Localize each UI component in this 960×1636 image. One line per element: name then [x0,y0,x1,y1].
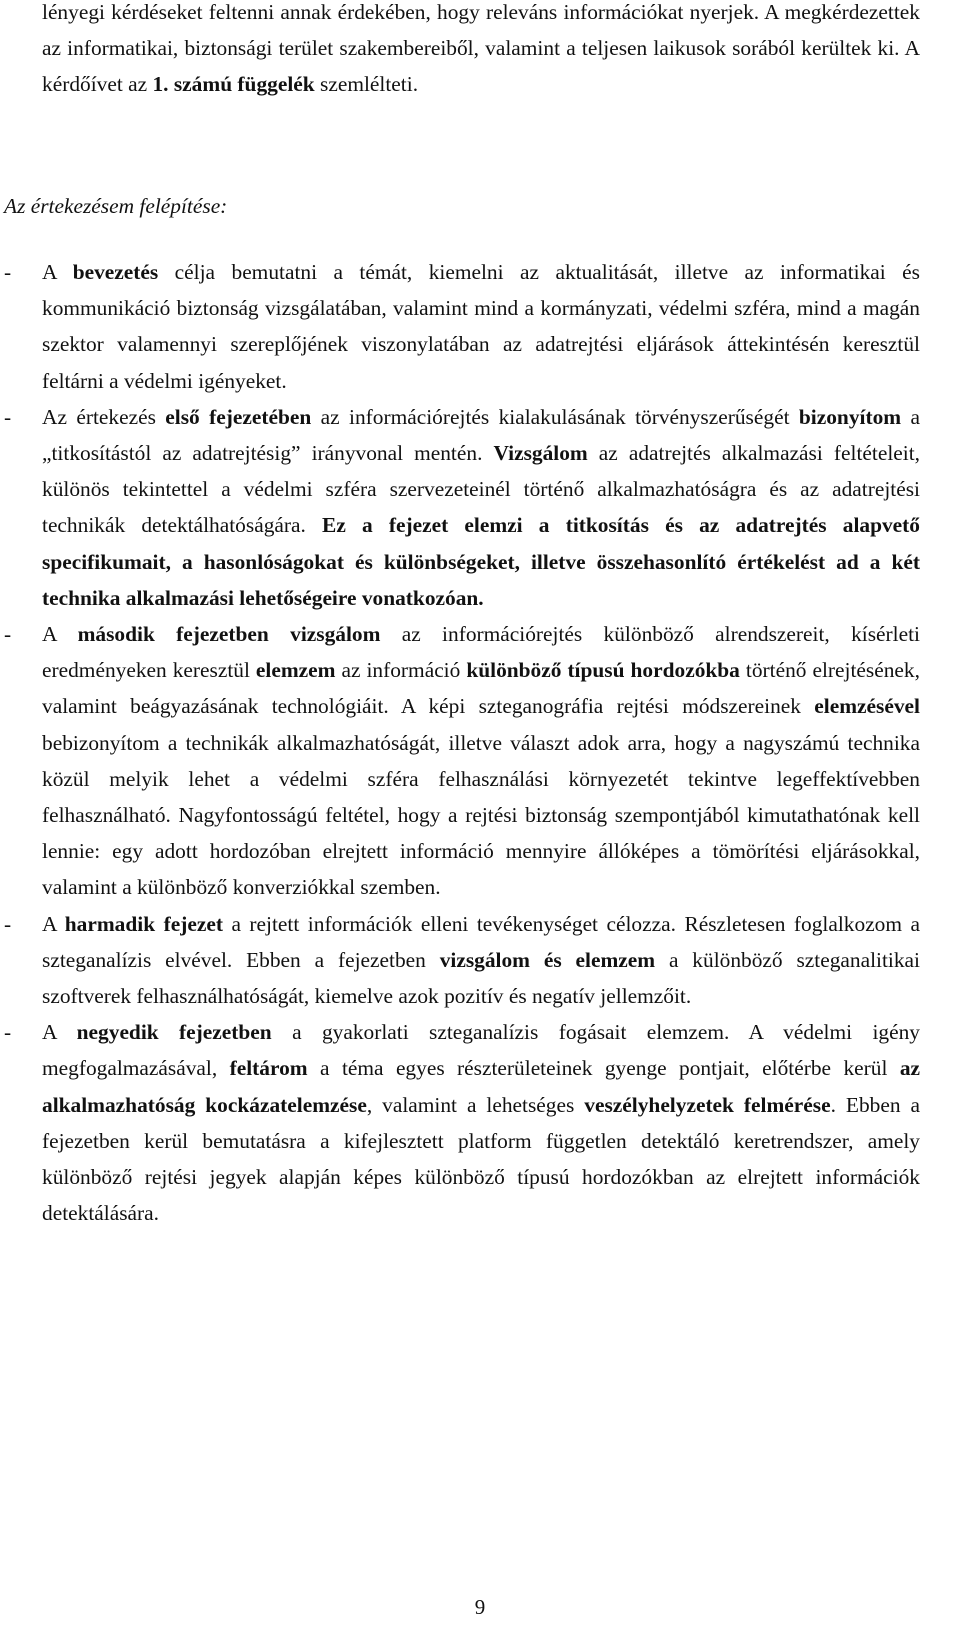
list-item [4,616,920,906]
text-run: , valamint a lehetséges [366,1092,585,1117]
bold-text-run: negyedik fejezetben [76,1020,272,1045]
text-run: a „titkosítástól az adatrejtésig” irányvonal mentén. [42,404,920,466]
bold-text-run: második fejezetben vizsgálom [77,622,381,647]
bold-text-run: Vizsgálom [493,441,588,466]
text-run: a különböző szteganalitikai szoftverek felhasználhatóságát, kiemelve azok pozitív és negatív jellemzőit. [42,947,920,1009]
list-item [4,399,920,616]
list-item [4,1014,921,1231]
text-run: az információ [335,658,467,683]
list-item-text [42,399,920,616]
bold-text-run: 1. számú függelék [152,72,315,97]
text-run: lényegi kérdéseket feltenni annak érdekében, hogy releváns információkat nyerjek. A megkérdezettek az informatikai, biztonsági terület szakembereiből, valamint a teljesen laikusok sorából kerültek ki. A kérdőívet az [42,0,920,97]
text-run: A [42,260,73,284]
text-run: a téma egyes részterületeinek gyenge pontjait, előtérbe kerül [307,1056,900,1081]
list-item-text [42,254,920,399]
text-run: az információrejtés kialakulásának törvényszerűségét [311,404,799,429]
list-dash: - [4,911,12,936]
text-run: célja bemutatni a témát, kiemelni az aktualitását, illetve az informatikai és kommunikáció biztonság vizsgálatában, valamint mind a kormányzati, védelmi szféra, mind a magán szektor valamennyi szereplőjének viszonylatában az adatrejtési eljárások áttekintésén keresztül feltárni a védelmi igényeket. [42,260,920,393]
text-run: A [42,622,78,647]
text-run: bebizonyítom a technikák alkalmazhatóságát, illetve választ adok arra, hogy a nagyszámú technika közül melyik lehet a védelmi szféra felhasználási környezetét tekintve legeffektívebben felhasználható. Nagyfontosságú feltétel, hogy a rejtési biztonság szempontjából kimutathatónak kell lennie: egy adott hordozóban elrejtett információ mennyire állóképes a tömörítési eljárásokkal, valamint a különböző konverziókkal szemben. [42,730,920,900]
page-number: 9 [474,1595,486,1619]
bold-text-run: bevezetés [72,260,159,284]
bold-text-run: első fejezetében [165,404,312,429]
list-dash: - [4,404,12,429]
text-run: Az értekezés [42,404,166,429]
bold-text-run: bizonyítom [798,404,902,429]
bold-text-run: feltárom [229,1056,308,1081]
list-item-text [42,906,920,1015]
list-item [4,254,920,399]
bold-text-run: Ez a fejezet elemzi a titkosítás és az adatrejtés alapvető specifikumait, a hasonlóságokat és különbségeket, illetve összehasonlító értékelést ad a két technika alkalmazási lehetőségeire vonatkozóan. [42,513,920,610]
bold-text-run: harmadik fejezet [64,911,223,936]
bold-text-run: vizsgálom és elemzem [439,947,656,972]
bold-text-run: elemzésével [814,694,920,719]
list-item-text [42,1014,920,1231]
list-item [4,906,921,1015]
text-run: az adatrejtés alkalmazási feltételeit, különös tekintettel a védelmi szféra szervezeteinél történő alkalmazhatóságra és az adatrejtési technikák detektálhatóságára. [42,441,920,538]
bold-text-run: különböző típusú hordozókba [466,658,740,683]
text-run: A [42,1020,77,1045]
text-run: szemlélteti. [314,72,419,97]
text-run: . Ebben a fejezetben kerül bemutatásra a kifejlesztett platform független detektáló keretrendszer, amely különböző rejtési jegyek alapján képes különböző típusú hordozókban az elrejtett információk detektálására. [42,1092,921,1226]
list-dash: - [4,622,12,647]
text-run: történő elrejtésének, valamint beágyazásának technológiáit. A képi szteganográfia rejtési módszereinek [42,658,920,719]
text-run: A [42,911,65,936]
bold-text-run: veszélyhelyzetek felmérése [584,1092,831,1117]
list-dash: - [4,260,12,284]
list-item-text [42,616,920,906]
text-run: a gyakorlati szteganalízis fogásait elemzem. A védelmi igény megfogalmazásával, [42,1020,920,1081]
section-heading: Az értekezésem felépítése: [4,194,228,218]
chapter-outline-list [4,254,921,1231]
text-run: a rejtett információk elleni tevékenységet célozza. Részletesen foglalkozom a szteganalízis elvével. Ebben a fejezetben [42,911,921,972]
text-run: az információrejtés különböző alrendszereit, kísérleti eredményeken keresztül [42,622,920,683]
list-dash: - [4,1020,12,1045]
bold-text-run: elemzem [255,658,336,683]
bold-text-run: az alkalmazhatóság kockázatelemzése [42,1056,921,1117]
intro-paragraph [42,0,920,103]
